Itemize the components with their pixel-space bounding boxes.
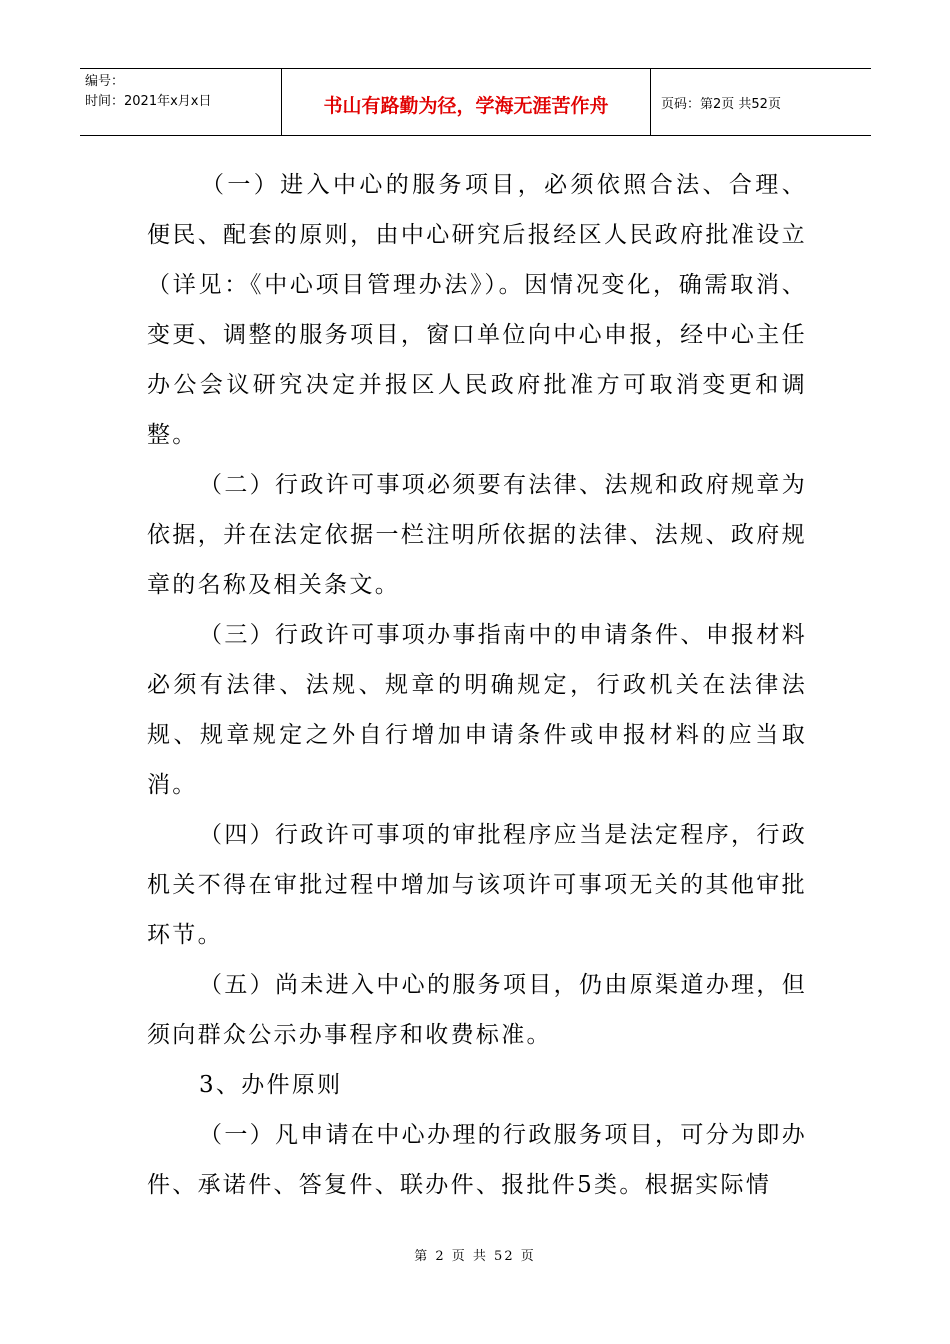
paragraph: （四）行政许可事项的审批程序应当是法定程序，行政机关不得在审批过程中增加与该项许可事项无关的其他审批环节。 — [147, 822, 807, 948]
paragraph: （一）进入中心的服务项目，必须依照合法、合理、便民、配套的原则，由中心研究后报经区人民政府批准设立（详见：《中心项目管理办法》）。因情况变化，确需取消、变更、调整的服务项目，窗口单位向中心申报，经中心主任办公会议研究决定并报区人民政府批准方可取消变更和调整。 — [147, 172, 807, 448]
paragraph: （二）行政许可事项必须要有法律、法规和政府规章为依据，并在法定依据一栏注明所依据的法律、法规、政府规章的名称及相关条文。 — [147, 472, 807, 598]
header-page-info: 页码：第2页 共52页 — [661, 96, 781, 112]
page-footer: 第 2 页 共 52 页 — [414, 1249, 536, 1264]
header-motto: 书山有路勤为径，学海无涯苦作舟 — [282, 69, 651, 135]
paragraph: （一）凡申请在中心办理的行政服务项目，可分为即办件、承诺件、答复件、联办件、报批件5类。根据实际情 — [147, 1122, 807, 1198]
page-header — [80, 68, 871, 136]
header-meta — [80, 69, 282, 135]
date-line: 时间：2021年x月x日 — [85, 94, 212, 109]
number-label: 编号： — [85, 74, 125, 89]
document-body — [147, 160, 807, 1210]
paragraph: （三）行政许可事项办事指南中的申请条件、申报材料必须有法律、法规、规章的明确规定，行政机关在法律法规、规章规定之外自行增加申请条件或申报材料的应当取消。 — [147, 622, 807, 798]
section-heading: 3、办件原则 — [199, 1072, 343, 1098]
paragraph: （五）尚未进入中心的服务项目，仍由原渠道办理，但须向群众公示办事程序和收费标准。 — [147, 972, 807, 1048]
